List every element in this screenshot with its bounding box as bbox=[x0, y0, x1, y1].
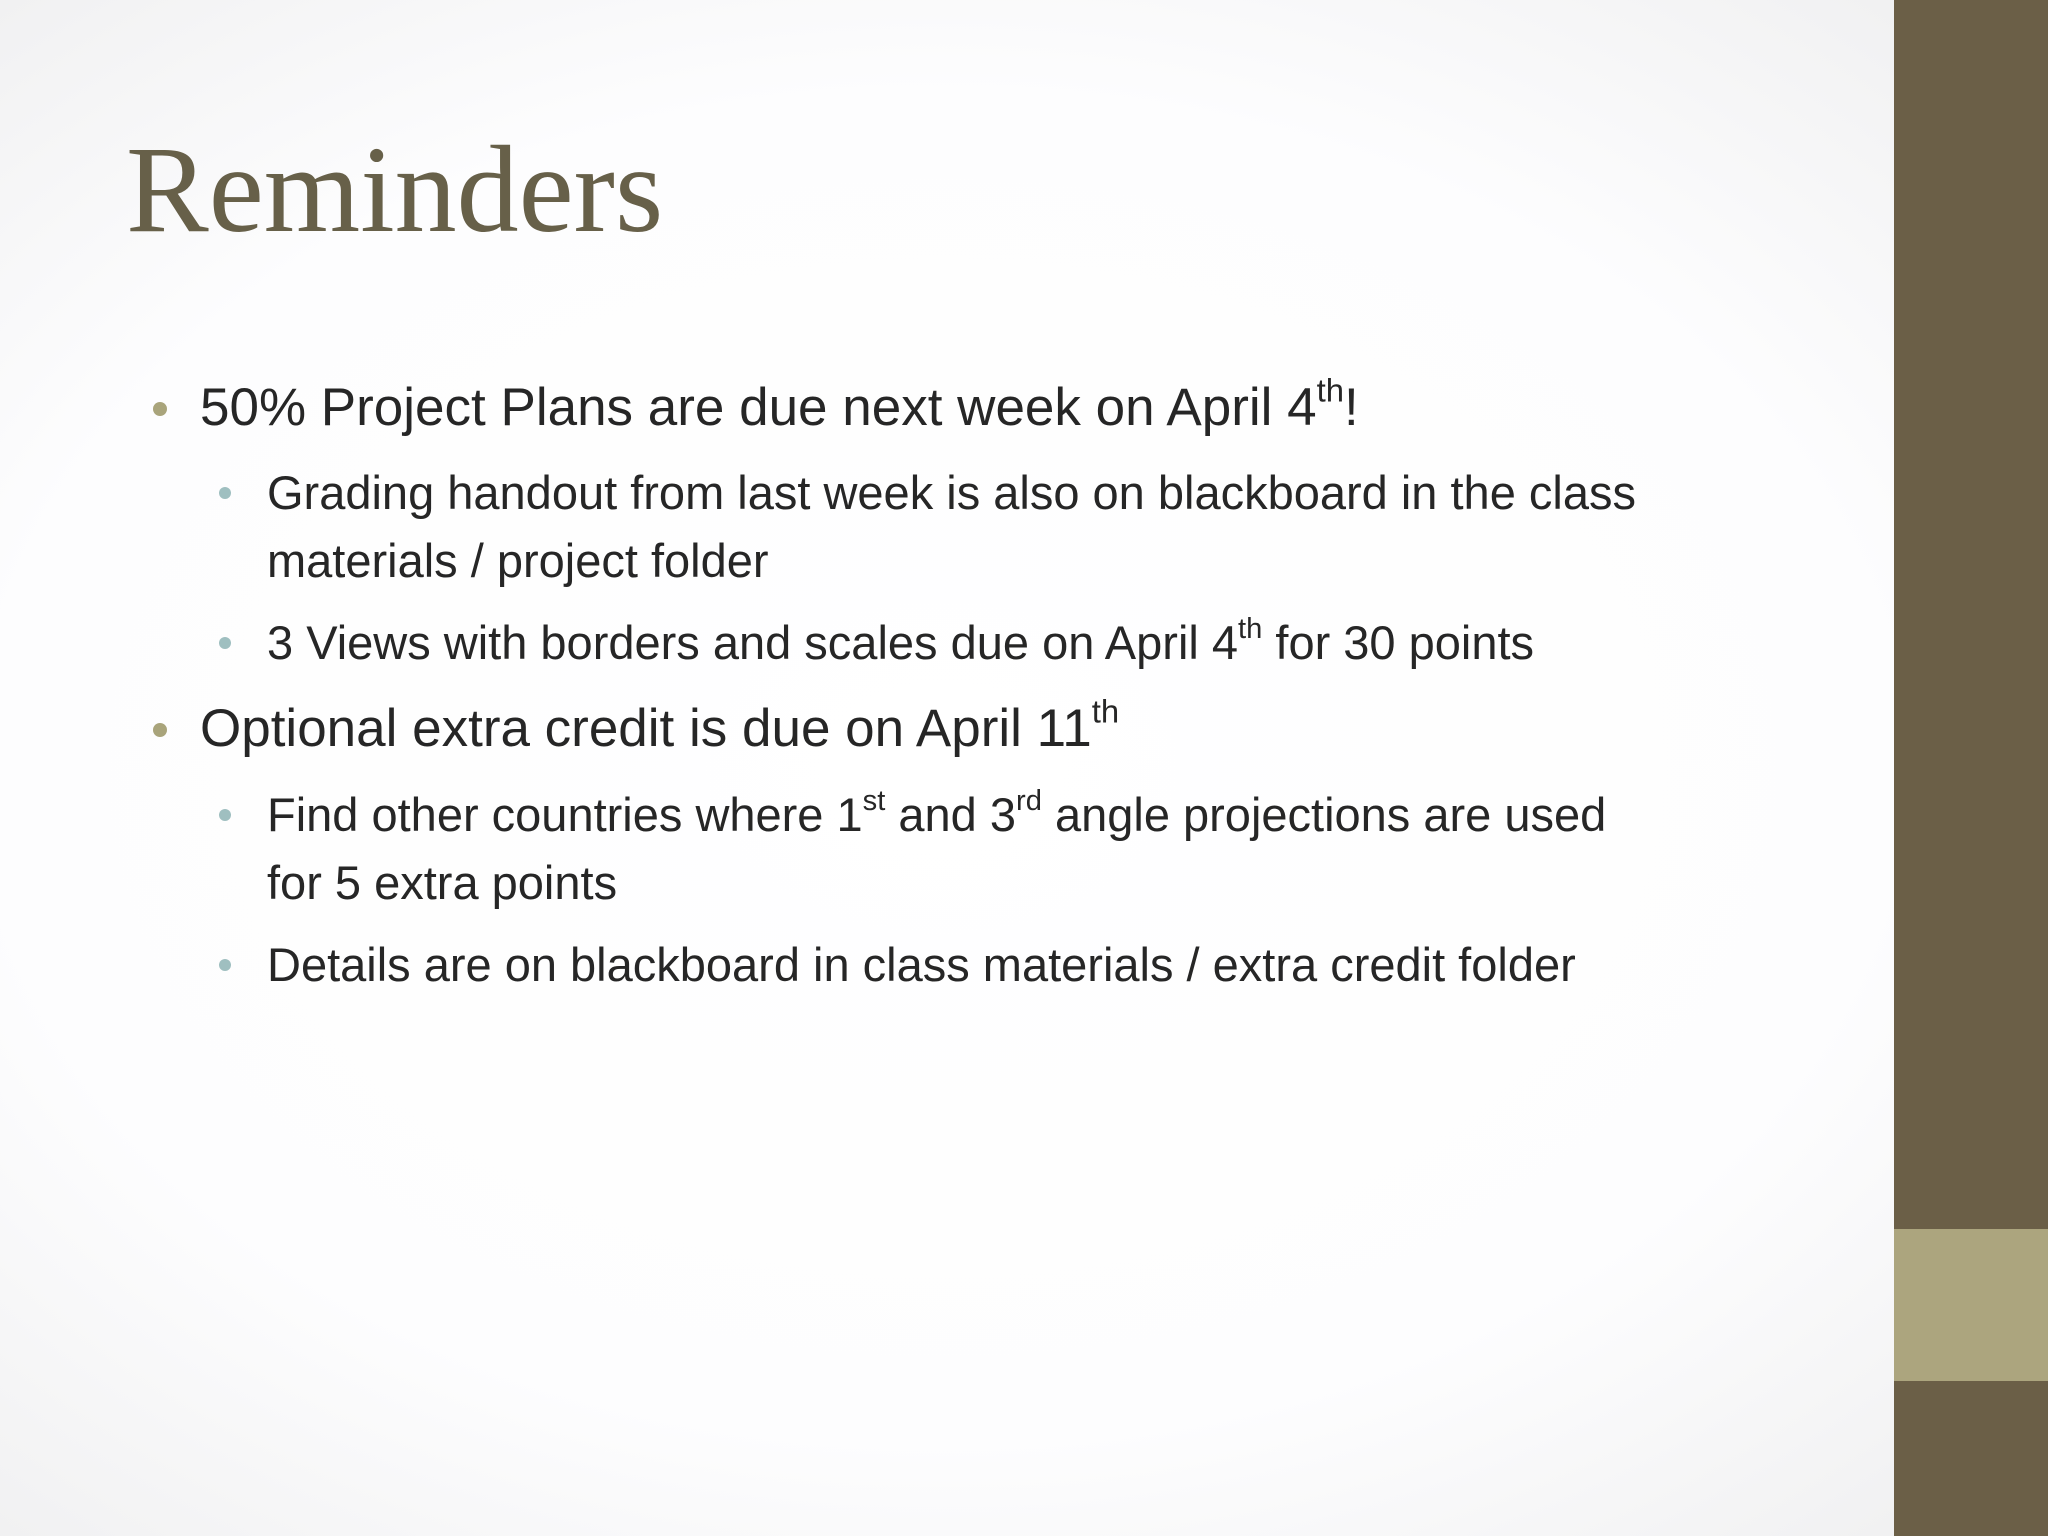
bullet-dot bbox=[153, 402, 167, 416]
bullet-text: Optional extra credit is due on April 11 bbox=[200, 699, 1092, 758]
sub-bullet-details bbox=[267, 931, 1576, 999]
text-segment: angle projections are used bbox=[1041, 788, 1607, 841]
sub-bullet-text-line-2: for 5 extra points bbox=[267, 856, 618, 909]
sub-bullet-text: Details are on blackboard in class materials / extra credit folder bbox=[267, 938, 1576, 991]
text-segment: and 3 bbox=[885, 788, 1016, 841]
sub-bullet-dot bbox=[219, 809, 231, 821]
ordinal-suffix: rd bbox=[1016, 785, 1042, 818]
slide-title: Reminders bbox=[126, 121, 664, 258]
sub-bullet-dot bbox=[219, 637, 231, 649]
sub-bullet-text-line-2: materials / project folder bbox=[267, 534, 769, 587]
bullet-text-tail: ! bbox=[1344, 378, 1359, 437]
decorative-side-accent bbox=[1894, 1229, 2048, 1381]
bullet-item-extra-credit bbox=[200, 692, 1120, 761]
sub-bullet-text-line-1 bbox=[267, 781, 1606, 849]
decorative-side-bar bbox=[1894, 0, 2048, 1536]
sub-bullet-text-tail: for 30 points bbox=[1262, 616, 1535, 669]
text-segment: Find other countries where 1 bbox=[267, 788, 863, 841]
sub-bullet-three-views bbox=[267, 609, 1534, 677]
ordinal-suffix: th bbox=[1316, 371, 1345, 409]
ordinal-suffix: th bbox=[1238, 613, 1263, 646]
sub-bullet-grading-handout bbox=[267, 459, 1636, 595]
sub-bullet-text-line-1: Grading handout from last week is also on blackboard in the class bbox=[267, 466, 1636, 519]
sub-bullet-text: 3 Views with borders and scales due on April 4 bbox=[267, 616, 1239, 669]
ordinal-suffix: st bbox=[862, 785, 886, 818]
ordinal-suffix: th bbox=[1091, 692, 1120, 730]
sub-bullet-dot bbox=[219, 487, 231, 499]
sub-bullet-find-countries bbox=[267, 781, 1606, 917]
bullet-dot bbox=[153, 723, 167, 737]
bullet-item-project-plans bbox=[200, 371, 1359, 440]
sub-bullet-dot bbox=[219, 959, 231, 971]
bullet-text: 50% Project Plans are due next week on April 4 bbox=[200, 378, 1317, 437]
